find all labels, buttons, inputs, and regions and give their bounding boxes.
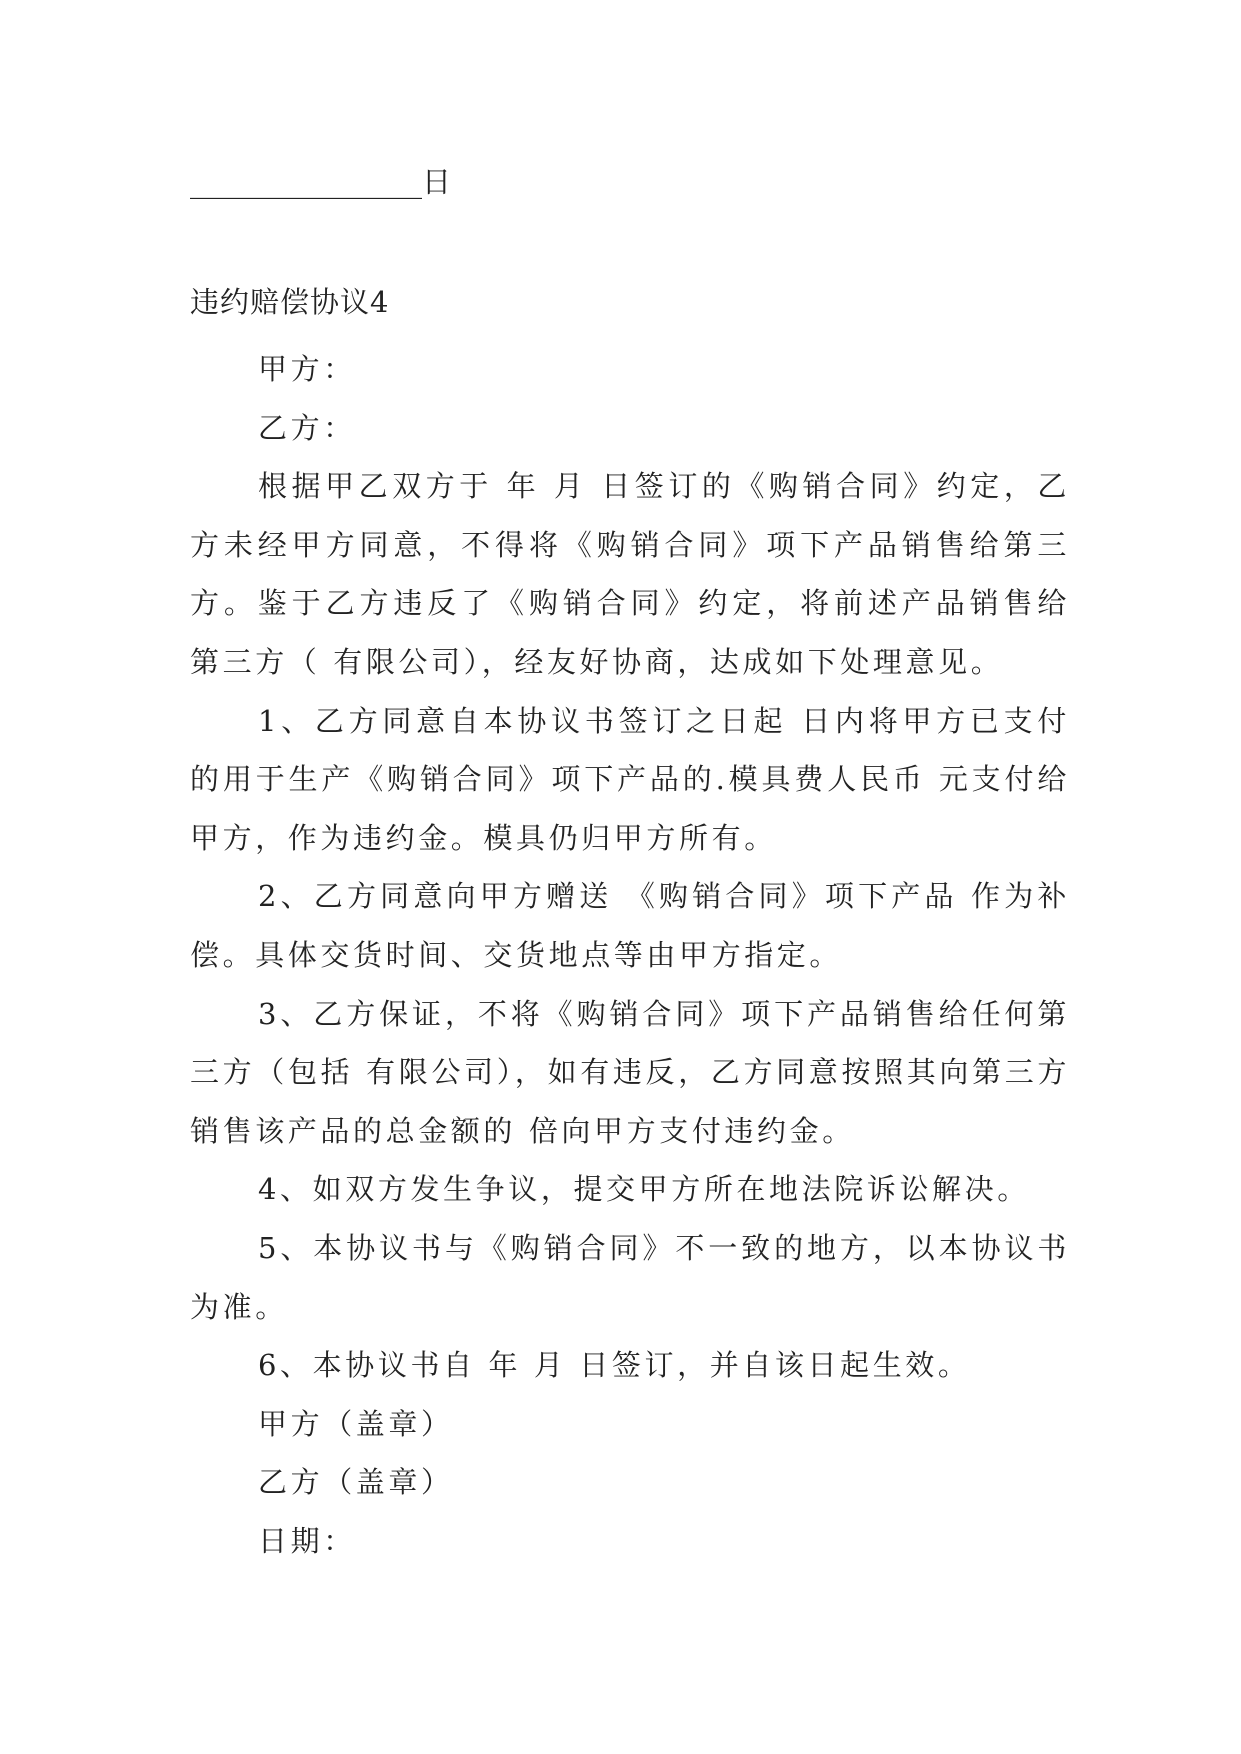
date-fragment-line: ________________日 [190,165,452,199]
party-a-seal: 甲方（盖章） [258,1406,454,1441]
clause-6: 6、本协议书自 年 月 日签订，并自该日起生效。 [258,1348,971,1383]
clause-4: 4、如双方发生争议，提交甲方所在地法院诉讼解决。 [258,1172,1030,1207]
party-a-line: 甲方： [258,352,356,386]
party-b-line: 乙方： [258,410,356,445]
clause-3: 3、乙方保证，不将《购销合同》项下产品销售给任何第三方（包括 有限公司），如有违反，乙方同意按照其向第三方销售该产品的总金额的 倍向甲方支付违约金。 [190,996,1070,1148]
clause-2: 2、乙方同意向甲方赠送 《购销合同》项下产品 作为补偿。具体交货时间、交货地点等由甲方指定。 [190,879,1070,972]
agreement-body [190,340,1070,1570]
clause-1: 1、乙方同意自本协议书签订之日起 日内将甲方已支付的用于生产《购销合同》项下产品的.模具费人民币 元支付给甲方，作为违约金。模具仍归甲方所有。 [190,703,1070,855]
party-b-seal: 乙方（盖章） [258,1465,454,1500]
clause-5: 5、本协议书与《购销合同》不一致的地方，以本协议书为准。 [190,1230,1070,1324]
document-title: 违约赔偿协议4 [190,285,390,319]
preamble-paragraph: 根据甲乙双方于 年 月 日签订的《购销合同》约定，乙方未经甲方同意，不得将《购销合同》项下产品销售给第三方。鉴于乙方违反了《购销合同》约定，将前述产品销售给第三方（ 有限公司），经友好协商，达成如下处理意见。 [190,469,1070,679]
date-line: 日期： [258,1523,356,1558]
